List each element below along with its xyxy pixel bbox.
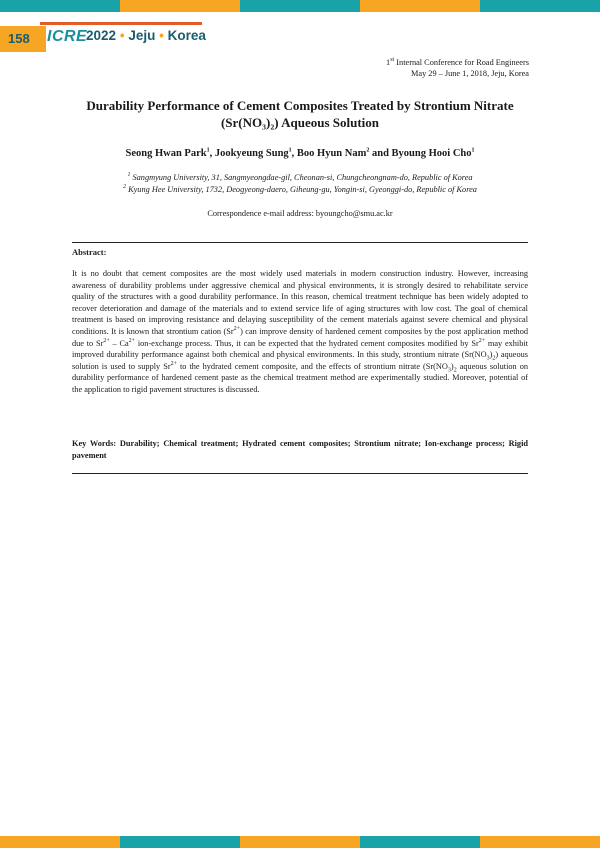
subscript: 2: [453, 367, 457, 374]
bullet-dot: •: [119, 28, 125, 43]
author-name: Jookyeung Sung: [214, 148, 289, 159]
event-place-jeju: Jeju: [128, 28, 156, 43]
conference-info: [386, 57, 529, 79]
affiliation-text: Kyung Hee University, 1732, Deogyeong-daero, Giheung-gu, Yongin-si, Gyeonggi-do, Republic of Korea: [126, 185, 477, 194]
author-name: Seong Hwan Park: [125, 148, 207, 159]
author-separator: and: [369, 148, 392, 159]
top-color-stripe: [0, 0, 600, 12]
affiliation-number: 2: [123, 184, 127, 191]
correspondence-email: Correspondence e-mail address: byoungcho@smu.ac.kr: [207, 209, 393, 218]
abstract-text: – Ca: [109, 338, 129, 348]
abstract-text: ion-exchange process. Thus, it can be expected that the hydrated cement composites modified by Sr: [135, 338, 479, 348]
superscript: 2+: [478, 337, 486, 344]
ordinal-number: 1: [386, 58, 391, 67]
affiliation-item: [60, 172, 540, 184]
author-affiliation-mark: 1: [471, 147, 475, 154]
abstract-text: may exhibit improved durability performance against both chemical and physical environments. In this study, strontium nitrate (Sr(NO: [72, 338, 528, 360]
affiliation-text: Sangmyung University, 31, Sangmyeongdae-gil, Cheonan-si, Chungcheongnam-do, Republic of Korea: [130, 173, 473, 182]
paper-title: Durability Performance of Cement Composites Treated by Strontium Nitrate (Sr(NO₃)₂) Aqueous Solution: [86, 98, 514, 130]
subscript: 3: [447, 367, 451, 374]
abstract-text: ): [489, 350, 493, 360]
superscript: 2+: [233, 326, 241, 333]
affiliation-item: [60, 184, 540, 196]
superscript: 2+: [170, 360, 177, 367]
event-year: 2022: [86, 28, 117, 43]
author-separator: ,: [291, 148, 297, 159]
author-affiliation-mark: 1: [288, 147, 292, 154]
conference-title: Internal Conference for Road Engineers: [394, 58, 529, 67]
superscript: 2+: [103, 337, 110, 344]
subscript: 2: [492, 355, 496, 362]
header-accent-line: [40, 22, 202, 25]
abstract-text: It is no doubt that cement composites are the most widely used materials in modern construction industry. However, increasing awareness of durability problems under aggressive chemical and physical environments, it is strongly desired to rehabilitate service quality of the structures with a good durability performance. In this reason, chemical treatment technique has been widely adopted to recover deterioration and damage of the materials and to extend service life of aging structures with low cost. The goal of chemical treatment is based on improving resistance and delaying susceptibility of the cement materials against severe chemical and physical conditions. It is known that strontium cation (Sr: [72, 269, 528, 336]
author-affiliation-mark: 2: [366, 147, 370, 154]
conference-dates: May 29 – June 1, 2018, Jeju, Korea: [411, 69, 529, 78]
event-place-korea: Korea: [167, 28, 206, 43]
abstract-text: to the hydrated cement composite, and the effects of strontium nitrate (Sr(NO: [176, 361, 448, 371]
conference-logo: ICRE: [47, 28, 88, 45]
abstract-text: ) aqueous solution is used to supply Sr: [72, 350, 529, 371]
event-tagline: [86, 28, 206, 43]
divider-top: [72, 242, 528, 243]
page-number: 158: [0, 26, 46, 52]
author-affiliation-mark: 1: [206, 147, 210, 154]
bullet-dot: •: [159, 28, 164, 43]
author-name: Boo Hyun Nam: [296, 148, 367, 159]
divider-bottom: [72, 473, 528, 474]
affiliation-number: 1: [127, 172, 131, 179]
abstract-text: ): [450, 361, 454, 371]
keywords: Key Words: Durability; Chemical treatment; Hydrated cement composites; Strontium nitrate; Ion-exchange process; Rigid pavement: [72, 439, 528, 460]
affiliation-list: [60, 172, 540, 196]
bottom-color-stripe: [0, 836, 600, 848]
abstract-body: [72, 268, 528, 396]
abstract-text: ) can improve density of hardened cement composites by the post application method due to Sr: [72, 326, 529, 348]
conference-name: [386, 57, 529, 68]
abstract-text: aqueous solution on durability performance of hardened cement paste as the chemical treatment method are experimentally studied. Moreover, potential of the application to rigid pavement structures is discussed.: [72, 361, 528, 394]
author-separator: ,: [209, 148, 215, 159]
author-list: [60, 148, 540, 159]
running-header: [0, 22, 600, 56]
author-name: Byoung Hooi Cho: [391, 148, 472, 159]
abstract-heading: Abstract:: [72, 247, 107, 257]
superscript: 2+: [128, 337, 136, 344]
subscript: 3: [486, 355, 490, 362]
ordinal-suffix: st: [390, 57, 395, 64]
